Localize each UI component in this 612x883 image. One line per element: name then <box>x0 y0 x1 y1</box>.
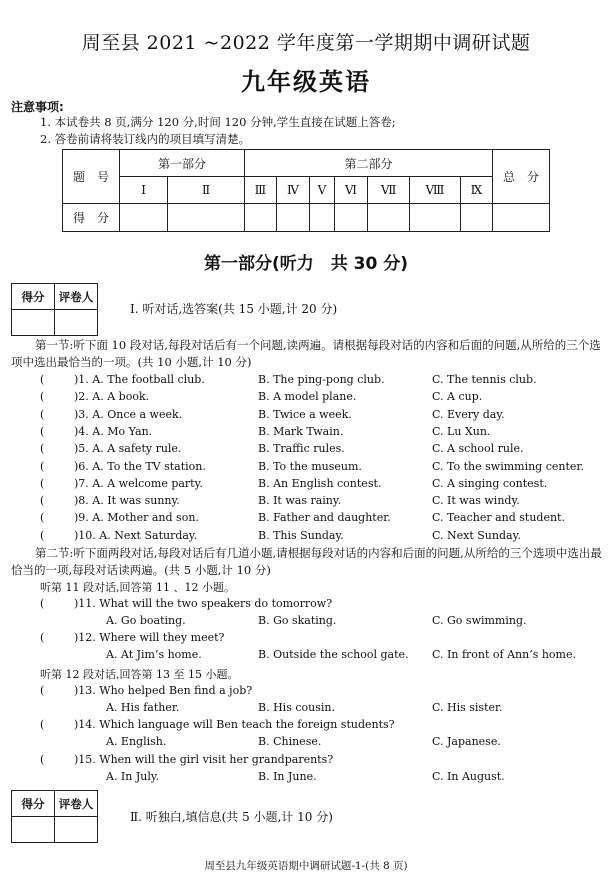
question-option-c: C. To the swimming center. <box>432 459 584 473</box>
grader-name-label: 评卷人 <box>55 284 98 310</box>
notice-item-1: 1. 本试卷共 8 页,满分 120 分,时间 120 分钟,学生直接在试题上答卷; <box>40 115 396 129</box>
question-option-b: B. It was rainy. <box>258 494 342 508</box>
question-option-b: B. Mark Twain. <box>258 424 344 438</box>
grader-name-cell[interactable] <box>55 310 98 336</box>
section-2-heading: Ⅱ. 听独白,填信息(共 5 小题,计 10 分) <box>130 810 333 824</box>
score-cell[interactable] <box>310 204 335 232</box>
grader-box-1 <box>11 283 98 336</box>
question-option-b: B. His cousin. <box>258 701 335 714</box>
answer-paren[interactable]: ( <box>40 511 45 525</box>
answer-paren[interactable]: ( <box>40 476 45 490</box>
notice-heading: 注意事项: <box>11 100 64 114</box>
answer-paren[interactable]: ( <box>40 407 45 421</box>
question-option-a: A. Go boating. <box>106 614 186 627</box>
column-7: Ⅶ <box>368 177 410 204</box>
question-option-a: A. English. <box>106 735 167 748</box>
question-option-b: B. An English contest. <box>258 476 382 490</box>
question-option-c: C. A school rule. <box>432 442 524 456</box>
question-option-a: )10. A. Next Saturday. <box>74 528 198 542</box>
answer-paren[interactable]: ( <box>40 373 45 386</box>
question-option-a: )1. A. The football club. <box>74 373 205 386</box>
question-option-b: B. In June. <box>258 770 317 783</box>
question-option-c: C. Every day. <box>432 407 505 421</box>
question-option-c: C. Lu Xun. <box>432 424 491 438</box>
answer-paren[interactable]: ( <box>40 424 45 438</box>
answer-paren[interactable]: ( <box>40 390 45 404</box>
score-table <box>62 149 550 232</box>
dialogue-12-label: 听第 12 段对话,回答第 13 至 15 小题。 <box>40 668 239 681</box>
score-cell[interactable] <box>460 204 492 232</box>
column-1: Ⅰ <box>120 177 168 204</box>
question-option-c: C. The tennis club. <box>432 373 537 386</box>
question-option-b: B. Twice a week. <box>258 407 352 421</box>
answer-paren[interactable]: ( <box>40 442 45 456</box>
answer-paren[interactable]: ( <box>40 631 45 644</box>
subject-title: 九年级英语 <box>241 68 371 96</box>
question-stem: )13. Who helped Ben find a job? <box>74 684 253 697</box>
question-option-c: C. Japanese. <box>432 735 501 748</box>
question-stem: )14. Which language will Ben teach the foreign students? <box>74 718 395 731</box>
question-option-a: )9. A. Mother and son. <box>74 511 199 525</box>
grader-score-label: 得分 <box>12 284 55 310</box>
dialogue-11-label: 听第 11 段对话,回答第 11 、12 小题。 <box>40 581 235 594</box>
column-5: Ⅴ <box>310 177 335 204</box>
question-stem: )11. What will the two speakers do tomorrow? <box>74 597 333 610</box>
score-cell[interactable] <box>120 204 168 232</box>
question-option-c: C. It was windy. <box>432 494 520 508</box>
question-option-c: C. His sister. <box>432 701 503 714</box>
question-option-c: C. In August. <box>432 770 505 783</box>
question-option-b: B. Outside the school gate. <box>258 648 409 661</box>
column-8: Ⅷ <box>410 177 461 204</box>
part2-header: 第二部分 <box>244 150 492 177</box>
question-option-b: B. The ping-pong club. <box>258 373 385 386</box>
question-option-a: )8. A. It was sunny. <box>74 494 180 508</box>
score-cell[interactable] <box>244 204 276 232</box>
answer-paren[interactable]: ( <box>40 753 45 766</box>
question-option-a: )4. A. Mo Yan. <box>74 424 153 438</box>
answer-paren[interactable]: ( <box>40 597 45 610</box>
score-cell[interactable] <box>334 204 367 232</box>
question-option-c: C. A cup. <box>432 390 483 404</box>
row-label-number: 题 号 <box>63 150 120 204</box>
answer-paren[interactable]: ( <box>40 718 45 731</box>
question-option-a: A. His father. <box>106 701 180 714</box>
grader-name-cell[interactable] <box>55 817 98 843</box>
question-option-b: B. Go skating. <box>258 614 337 627</box>
answer-paren[interactable]: ( <box>40 528 45 542</box>
notice-item-2: 2. 答卷前请将装订线内的项目填写清楚。 <box>40 132 251 146</box>
section-1-heading: Ⅰ. 听对话,选答案(共 15 小题,计 20 分) <box>130 302 338 316</box>
column-4: Ⅳ <box>276 177 309 204</box>
part1-header: 第一部分 <box>120 150 245 177</box>
column-6: Ⅵ <box>334 177 367 204</box>
question-option-a: )5. A. A safety rule. <box>74 442 182 456</box>
question-option-a: )7. A. A welcome party. <box>74 476 203 490</box>
question-option-b: B. Traffic rules. <box>258 442 345 456</box>
grader-score-cell[interactable] <box>12 310 55 336</box>
page-footer: 周至县九年级英语期中调研试题-1-(共 8 页) <box>204 860 408 872</box>
question-option-b: B. Chinese. <box>258 735 322 748</box>
part-one-title: 第一部分(听力 共 30 分) <box>203 254 409 274</box>
answer-paren[interactable]: ( <box>40 459 45 473</box>
question-option-a: )3. A. Once a week. <box>74 407 183 421</box>
subsection-2-instructions: 第二节:听下面两段对话,每段对话后有几道小题,请根据每段对话的内容和后面的问题,从所给的三个选项中选出最恰当的一项,每段对话读两遍。(共 5 小题,计 10 分) <box>11 546 602 577</box>
answer-paren[interactable]: ( <box>40 684 45 697</box>
subsection-1-instructions: 第一节:听下面 10 段对话,每段对话后有一个问题,读两遍。请根据每段对话的内容和后面的问题,从所给的三个选项中选出最恰当的一项。(共 10 小题,计 10 分) <box>11 338 601 369</box>
total-score-cell[interactable] <box>493 204 550 232</box>
score-cell[interactable] <box>410 204 461 232</box>
column-2: Ⅱ <box>168 177 245 204</box>
question-option-b: B. This Sunday. <box>258 528 344 542</box>
answer-paren[interactable]: ( <box>40 494 45 508</box>
column-9: Ⅸ <box>460 177 492 204</box>
question-stem: )15. When will the girl visit her grandparents? <box>74 753 334 766</box>
question-option-b: B. A model plane. <box>258 390 357 404</box>
grader-name-label: 评卷人 <box>55 791 98 817</box>
question-option-a: A. At Jim’s home. <box>106 648 202 661</box>
question-option-a: )6. A. To the TV station. <box>74 459 206 473</box>
question-stem: )12. Where will they meet? <box>74 631 225 644</box>
question-option-c: C. Go swimming. <box>432 614 527 627</box>
question-option-c: C. Teacher and student. <box>432 511 565 525</box>
question-option-b: B. Father and daughter. <box>258 511 391 525</box>
exam-title: 周至县 2021 ~2022 学年度第一学期期中调研试题 <box>81 32 531 54</box>
total-header: 总 分 <box>493 150 550 204</box>
question-option-a: A. In July. <box>106 770 160 783</box>
grader-score-label: 得分 <box>12 791 55 817</box>
score-cell[interactable] <box>276 204 309 232</box>
grader-score-cell[interactable] <box>12 817 55 843</box>
question-option-a: )2. A. A book. <box>74 390 150 404</box>
question-option-c: C. In front of Ann’s home. <box>432 648 576 661</box>
question-option-b: B. To the museum. <box>258 459 362 473</box>
question-option-c: C. A singing contest. <box>432 476 548 490</box>
score-cell[interactable] <box>368 204 410 232</box>
column-3: Ⅲ <box>244 177 276 204</box>
score-cell[interactable] <box>168 204 245 232</box>
question-option-c: C. Next Sunday. <box>432 528 521 542</box>
grader-box-2 <box>11 790 98 843</box>
row-label-score: 得 分 <box>63 204 120 232</box>
